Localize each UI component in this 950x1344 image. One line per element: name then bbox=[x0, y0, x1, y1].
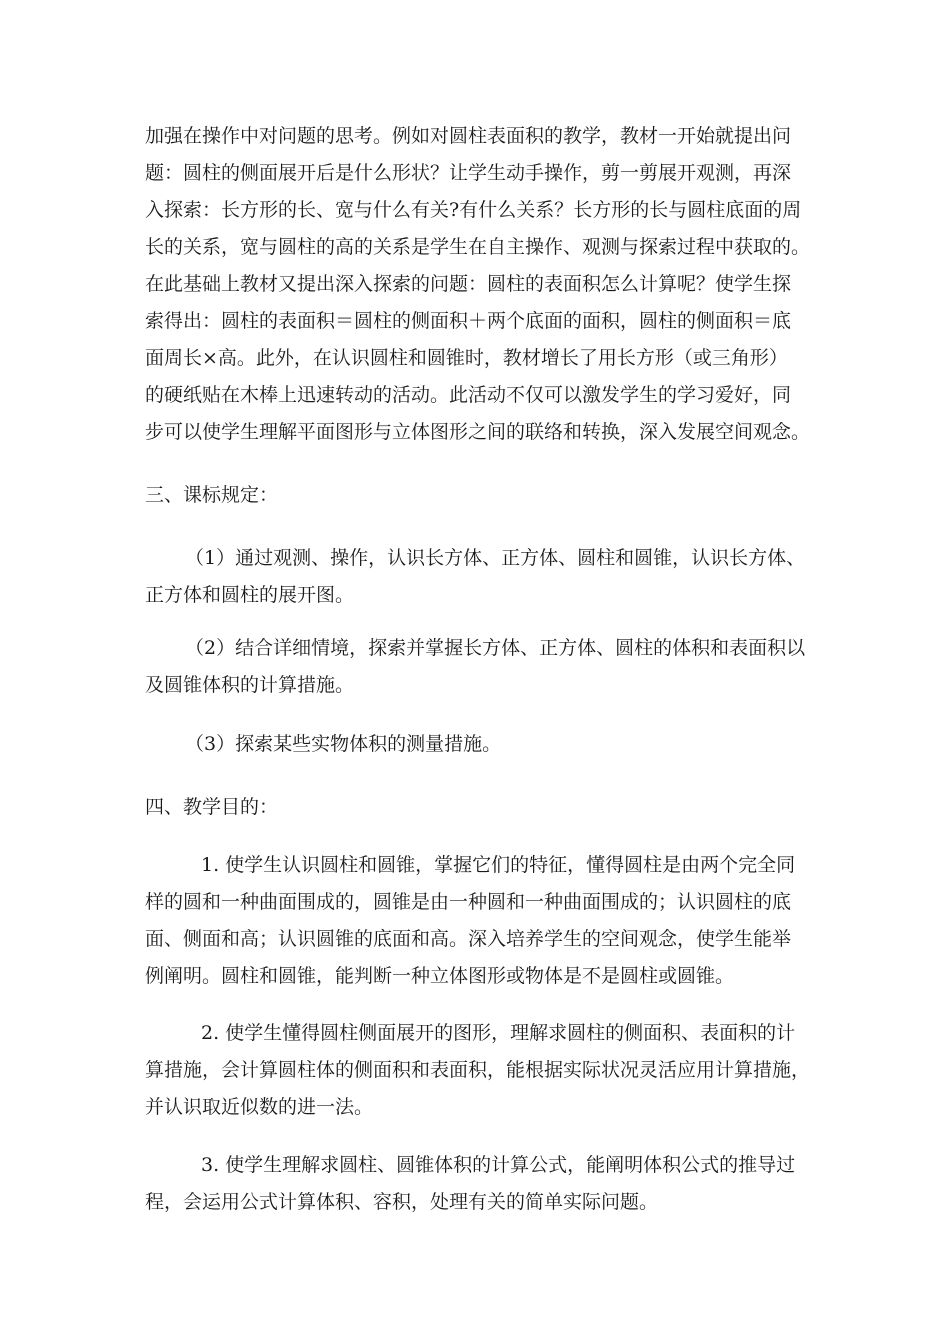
curriculum-item-1 bbox=[145, 540, 815, 614]
list-item-line: 算措施，会计算圆柱体的侧面积和表面积，能根据实际状况灵活应用计算措施， bbox=[145, 1059, 811, 1081]
paragraph-line: 长的关系，宽与圆柱的高的关系是学生在自主操作、观测与探索过程中获取的。 bbox=[145, 236, 811, 258]
list-item-line: 并认识取近似数的进一法。 bbox=[145, 1096, 374, 1118]
section-heading: 三、课标规定： bbox=[145, 484, 279, 506]
section-heading: 四、教学目的： bbox=[145, 796, 279, 818]
objective-item-1 bbox=[145, 847, 815, 995]
list-item-line: 及圆锥体积的计算措施。 bbox=[145, 674, 355, 696]
paragraph-line: 步可以使学生理解平面图形与立体图形之间的联络和转换，深入发展空间观念。 bbox=[145, 421, 811, 443]
list-item-line: （2）结合详细情境，探索并掌握长方体、正方体、圆柱的体积和表面积以 bbox=[185, 637, 806, 659]
paragraph-line: 的硬纸贴在木棒上迅速转动的活动。此活动不仅可以激发学生的学习爱好，同 bbox=[145, 384, 792, 406]
list-item-line: 1. 使学生认识圆柱和圆锥，掌握它们的特征，懂得圆柱是由两个完全同 bbox=[201, 854, 796, 876]
list-item-line: 正方体和圆柱的展开图。 bbox=[145, 584, 355, 606]
paragraph-line: 在此基础上教材又提出深入探索的问题：圆柱的表面积怎么计算呢？使学生探 bbox=[145, 273, 792, 295]
objective-item-3 bbox=[145, 1147, 815, 1221]
curriculum-item-3 bbox=[145, 726, 815, 763]
list-item-line: 例阐明。圆柱和圆锥，能判断一种立体图形或物体是不是圆柱或圆锥。 bbox=[145, 965, 735, 987]
list-item-line: 面、侧面和高；认识圆锥的底面和高。深入培养学生的空间观念，使学生能举 bbox=[145, 928, 792, 950]
intro-paragraph bbox=[145, 118, 815, 451]
list-item-line: 3. 使学生理解求圆柱、圆锥体积的计算公式，能阐明体积公式的推导过 bbox=[201, 1154, 796, 1176]
list-item-line: （3）探索某些实物体积的测量措施。 bbox=[185, 733, 502, 755]
section-heading-objectives bbox=[145, 789, 815, 826]
curriculum-item-2 bbox=[145, 630, 815, 704]
section-heading-curriculum bbox=[145, 477, 815, 514]
objective-item-2 bbox=[145, 1015, 815, 1126]
paragraph-line: 索得出：圆柱的表面积＝圆柱的侧面积＋两个底面的面积，圆柱的侧面积＝底 bbox=[145, 310, 792, 332]
list-item-line: 样的圆和一种曲面围成的，圆锥是由一种圆和一种曲面围成的；认识圆柱的底 bbox=[145, 891, 792, 913]
list-item-line: （1）通过观测、操作，认识长方体、正方体、圆柱和圆锥，认识长方体、 bbox=[185, 547, 806, 569]
list-item-line: 2. 使学生懂得圆柱侧面展开的图形，理解求圆柱的侧面积、表面积的计 bbox=[201, 1022, 796, 1044]
paragraph-line: 面周长×高。此外，在认识圆柱和圆锥时，教材增长了用长方形（或三角形） bbox=[145, 347, 788, 369]
paragraph-line: 加强在操作中对问题的思考。例如对圆柱表面积的教学，教材一开始就提出问 bbox=[145, 125, 792, 147]
paragraph-line: 题：圆柱的侧面展开后是什么形状？让学生动手操作，剪一剪展开观测，再深 bbox=[145, 162, 792, 184]
list-item-line: 程，会运用公式计算体积、容积，处理有关的简单实际问题。 bbox=[145, 1191, 659, 1213]
paragraph-line: 入探索：长方形的长、宽与什么有关?有什么关系？长方形的长与圆柱底面的周 bbox=[145, 199, 802, 221]
